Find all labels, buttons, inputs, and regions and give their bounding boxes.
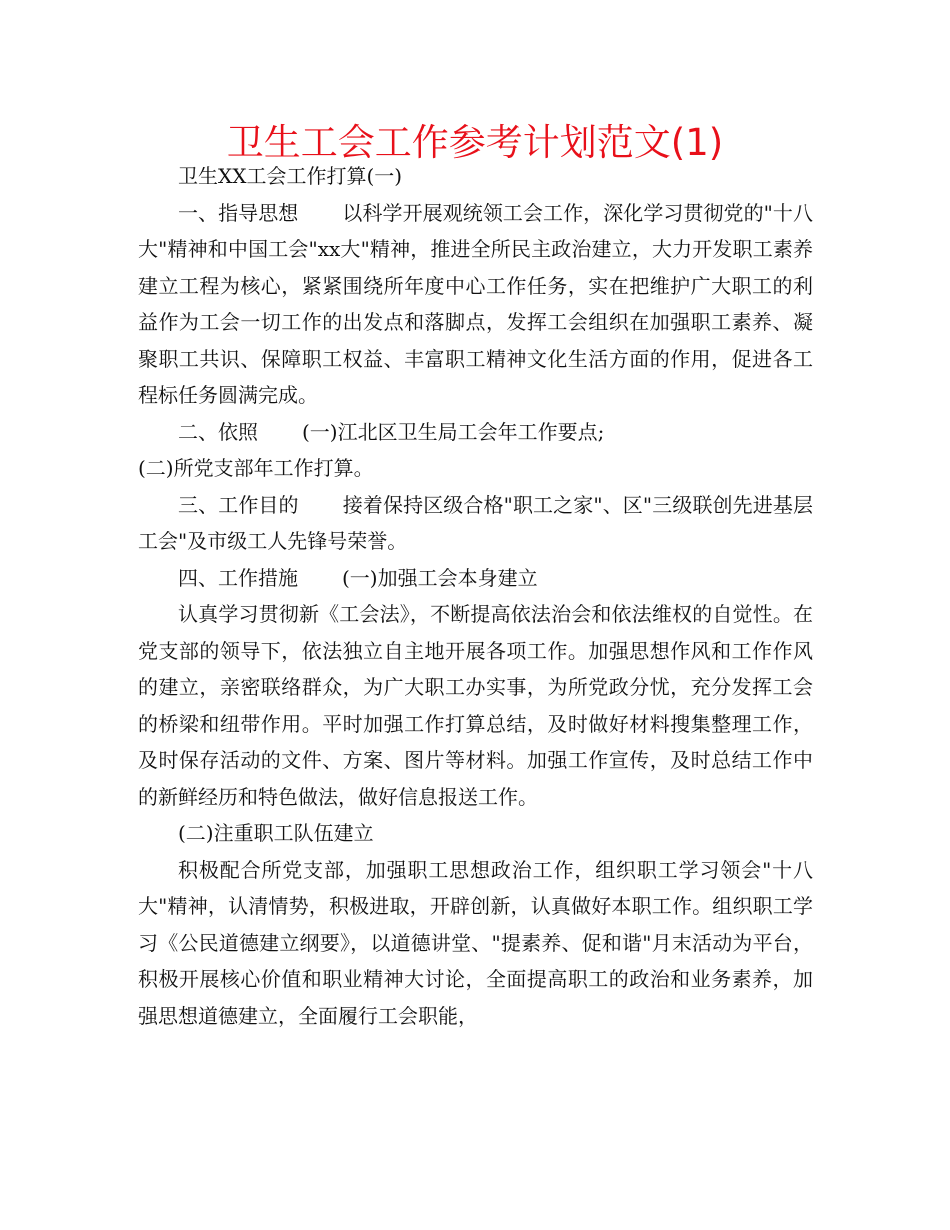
paragraph-text: (一)江北区卫生局工会年工作要点; (302, 419, 605, 444)
paragraph-text: (二)所党支部年工作打算。 (138, 456, 374, 480)
section-heading: 三、工作目的 (178, 492, 299, 517)
paragraph-3 (138, 450, 813, 487)
paragraph-6 (138, 596, 813, 815)
paragraph-8 (138, 852, 813, 1035)
paragraph-4 (138, 487, 813, 560)
paragraph-text: 积极配合所党支部，加强职工思想政治工作，组织职工学习领会"十八大"精神，认清情势，积极进取，开辟创新，认真做好本职工作。组织职工学习《公民道德建立纲要》，以道德讲堂、"提素养、促和谐"月末活动为平台，积极开展核心价值和职业精神大讨论，全面提高职工的政治和业务素养，加强思想道德建立，全面履行工会职能， (138, 857, 813, 1028)
paragraph-5 (138, 560, 813, 597)
paragraph-1 (138, 195, 813, 414)
paragraph-text: 卫生XX工会工作打算(一) (178, 164, 403, 188)
document-body (138, 158, 813, 1034)
paragraph-text: (一)加强工会本身建立 (342, 565, 538, 590)
section-heading: 一、指导思想 (178, 200, 299, 225)
paragraph-0 (138, 158, 813, 195)
paragraph-text: 认真学习贯彻新《工会法》，不断提高依法治会和依法维权的自觉性。在党支部的领导下，依法独立自主地开展各项工作。加强思想作风和工作作风的建立，亲密联络群众，为广大职工办实事，为所党政分忧，充分发挥工会的桥梁和纽带作用。平时加强工作打算总结，及时做好材料搜集整理工作，及时保存活动的文件、方案、图片等材料。加强工作宣传，及时总结工作中的新鲜经历和特色做法，做好信息报送工作。 (138, 602, 813, 809)
paragraph-text: 以科学开展观统领工会工作，深化学习贯彻党的"十八大"精神和中国工会"xx大"精神，推进全所民主政治建立，大力开发职工素养建立工程为核心，紧紧围绕所年度中心工作任务，实在把维护广大职工的利益作为工会一切工作的出发点和落脚点，发挥工会组织在加强职工素养、凝聚职工共识、保障职工权益、丰富职工精神文化生活方面的作用，促进各工程标任务圆满完成。 (138, 200, 813, 407)
section-heading: 四、工作措施 (178, 565, 298, 590)
section-heading: 二、依照 (178, 419, 258, 444)
paragraph-text: (二)注重职工队伍建立 (178, 821, 374, 845)
document-title: 卫生工会工作参考计划范文(1) (226, 121, 724, 164)
paragraph-2 (138, 414, 813, 451)
paragraph-text: 接着保持区级合格"职工之家"、区"三级联创先进基层工会"及市级工人先锋号荣誉。 (138, 492, 813, 553)
paragraph-7 (138, 815, 813, 852)
